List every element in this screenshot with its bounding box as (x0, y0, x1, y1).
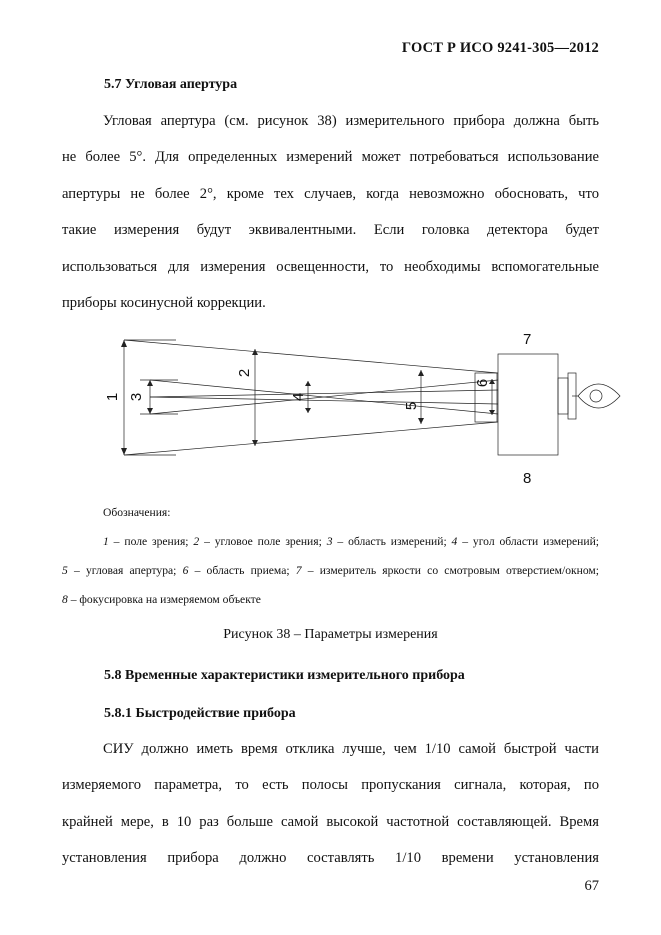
text-line: использоваться для измерения освещенности, то необходимы вспомогательные (62, 258, 599, 275)
text-line: измеряемого параметра, то есть полосы пропускания сигнала, которая, по (62, 777, 599, 794)
text-line: крайней мере, в 10 раз больше самой высокой частотной составляющей. Время (62, 813, 599, 830)
figure-label-7: 7 (523, 331, 532, 348)
measurement-diagram (0, 320, 661, 495)
eyepiece (558, 378, 568, 414)
text-line: СИУ должно иметь время отклика лучше, чем 1/10 самой быстрой части (103, 741, 599, 757)
field-of-view-ray-top (124, 340, 498, 373)
legend-title: Обозначения: (103, 506, 171, 519)
figure-label-1: 1 (104, 392, 121, 402)
figure-label-5: 5 (403, 401, 420, 411)
legend-line: 1 – поле зрения; 2 – угловое поле зрения; 3 – область измерений; 4 – угол области измерений; (103, 535, 599, 548)
luminance-meter-body (498, 354, 558, 455)
page-number: 67 (584, 878, 599, 894)
section-5-7-title: 5.7 Угловая апертура (104, 77, 238, 92)
figure-label-8: 8 (523, 470, 532, 487)
legend-line: 8 – фокусировка на измеряемом объекте (62, 593, 261, 606)
figure-label-2: 2 (236, 368, 253, 378)
legend-line: 5 – угловая апертура; 6 – область приема; 7 – измеритель яркости со смотровым отверстием/окном; (62, 564, 599, 577)
text-line: установления прибора должно составлять 1/10 времени установления (62, 850, 599, 867)
standard-header: ГОСТ Р ИСО 9241-305—2012 (401, 40, 599, 56)
text-line: не более 5°. Для определенных измерений может потребоваться использование (62, 149, 599, 166)
figure-caption: Рисунок 38 – Параметры измерения (223, 627, 438, 642)
figure-label-3: 3 (128, 392, 145, 402)
text-line: Угловая апертура (см. рисунок 38) измерительного прибора должна быть (103, 113, 599, 129)
text-line: приборы косинусной коррекции. (62, 295, 266, 312)
figure-label-6: 6 (474, 378, 491, 388)
figure-legend (62, 498, 599, 614)
figure-label-4: 4 (290, 392, 307, 402)
text-line: апертуры не более 2°, кроме тех случаев, когда невозможно обосновать, что (62, 185, 599, 202)
section-5-8-1-text (62, 731, 599, 877)
text-line: такие измерения будут эквивалентными. Если головка детектора будет (62, 222, 599, 239)
section-5-8-title: 5.8 Временные характеристики измерительного прибора (104, 668, 465, 683)
eye-icon (578, 384, 620, 408)
section-5-7-text (62, 103, 599, 321)
field-of-view-ray-bottom (124, 422, 498, 455)
section-5-8-1-title: 5.8.1 Быстродействие прибора (104, 706, 296, 721)
